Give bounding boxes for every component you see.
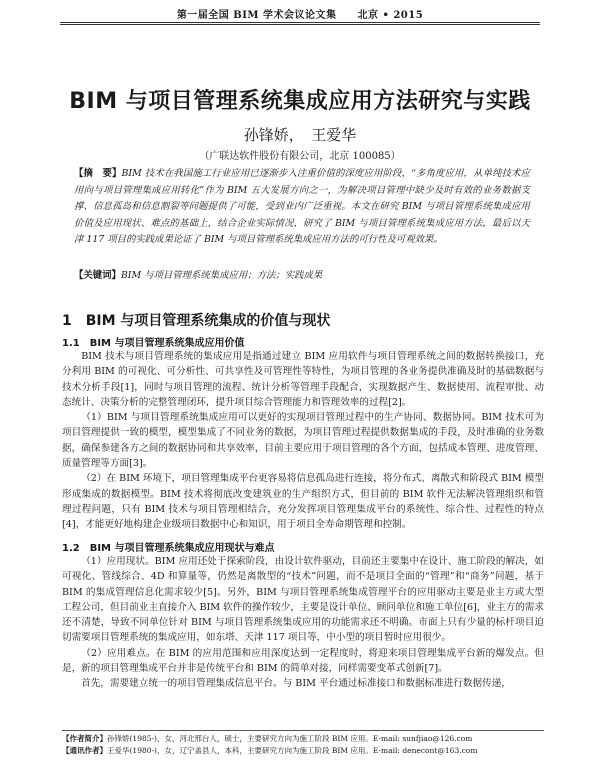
footnote-label: 【作者简介】 xyxy=(62,734,107,743)
paper-affiliation: （广联达软件股份有限公司，北京 100085） xyxy=(199,151,401,162)
abstract-text: BIM 技术在我国施工行业应用已逐渐步入注重价值的深度应用阶段，“多角度应用，从单纯技术应用向与项目管理集成应用转化”作为 BIM 五大发展方向之一，为解决项目管理中缺少及时有效的业务数据支撑、信息孤岛和信息割裂等问题提供了可能，受到业内广泛重视。本文在研究 BIM 与项目管理系统集成应用价值及应用现状、难点的基础上，结合企业实际情况，研究了 BIM 与项目管理系统集成应用方法，最后以天津 117 项目的实践成果论证了 BIM 与项目管理系统集成应用方法的可行性及可观效果。 xyxy=(74,168,530,245)
paper-authors: 孙锋娇， 王爱华 xyxy=(243,126,357,144)
running-header: 第一届全国 BIM 学术会议论文集 北京 • 2015 xyxy=(176,10,424,21)
paragraph: （1）BIM 与项目管理系统集成应用可以更好的实现项目管理过程中的生产协同、数据协同。BIM 技术可为项目管理提供一致的模型，模型集成了不同业务的数据，为项目管理过程提供数据集成的手段，及时准确的业务数据，确保参建各方之间的数据协同和共享效率，目前主要应用于项目管理的各个方面，包括成本管理、进度管理、质量管理等方面[3]。 xyxy=(62,412,544,470)
abstract xyxy=(74,166,530,249)
paper-title: BIM 与项目管理系统集成应用方法研究与实践 xyxy=(69,89,531,114)
subsection-1-2-heading: 1.2 BIM 与项目管理系统集成应用现状与难点 xyxy=(62,543,275,554)
subsection-1-1-heading: 1.1 BIM 与项目管理系统集成应用价值 xyxy=(62,338,245,349)
paragraph: （1）应用现状。BIM 应用还处于探索阶段，由设计软件驱动，目前还主要集中在设计、施工阶段的解决，如可视化、管线综合、4D 和算量等，仍然是离散型的“技术”问题，而不是项目全面的“管理”和“商务”问题，基于 BIM 的集成管理信息化需求较少[5]。另外，BIM 与项目管理系统集成管理平台的应用驱动主要是业主方或大型工程公司，但目前业主直接介入 BIM 软件的操作较少，主要是设计单位、顾问单位和施工单位[6]，业主方的需求还不清楚，导致不同单位针对 BIM 与项目管理系统集成应用的功能需求还不明确。市面上只有少量的标杆项目迫切需要项目管理系统的集成应用，如东塔、天津 117 项目等，中小型的项目暂时应用很少。 xyxy=(62,556,544,644)
footnote-label: 【通讯作者】 xyxy=(62,746,107,755)
footnotes xyxy=(62,733,544,757)
subsection-1-2-body xyxy=(62,554,544,692)
footnote-text: 王爱华(1980-)，女，辽宁盖县人，本科，主要研究方向为施工阶段 BIM 应用。E-mail: denecont@163.com xyxy=(107,746,478,755)
paragraph: 首先，需要建立统一的项目管理集成信息平台。与 BIM 平台通过标准接口和数据标准进行数据传递， xyxy=(81,678,511,690)
section-1-heading: 1 BIM 与项目管理系统集成的价值与现状 xyxy=(62,313,331,329)
footnote-corresponding xyxy=(62,745,544,757)
keywords xyxy=(74,268,530,284)
footnote-text: 孙锋娇(1985-)，女，河北邢台人，硕士，主要研究方向为施工阶段 BIM 应用。E-mail: sunfjiao@126.com xyxy=(107,734,473,743)
paragraph: （2）在 BIM 环境下，项目管理集成平台更容易将信息孤岛进行连接，将分布式、离散式和阶段式 BIM 模型形成集成的数据模型。BIM 技术将彻底改变建筑业的生产组织方式，但目前的 BIM 软件无法解决管理组织和管理过程问题，只有 BIM 技术与项目管理相结合，充分发挥项目管理集成平台的系统性、综合性、过程性的特点[4]，才能更好地构建企业级项目数据中心和知识，用于项目全寿命期管理和控制。 xyxy=(62,473,544,531)
paragraph: （2）应用难点。在 BIM 的应用范围和应用深度达到一定程度时，将迎来项目管理集成平台新的爆发点。但是，新的项目管理集成平台并非是传统平台和 BIM 的简单对接，同样需要变革式创新[7]。 xyxy=(62,647,544,675)
abstract-label: 【摘 要】 xyxy=(74,168,122,179)
footnote-author xyxy=(62,733,544,745)
footnote-rule xyxy=(62,730,544,731)
header-rule-double xyxy=(60,24,540,25)
paragraph: BIM 技术与项目管理系统的集成应用是指通过建立 BIM 应用软件与项目管理系统之间的数据转换接口，充分利用 BIM 的可视化、可分析性、可共享性及可管理性等特性，为项目管理的各业务提供准确及时的基础数据与技术分析手段[1]，同时与项目管理的流程、统计分析等管理手段配合，实现数据产生、数据使用、流程审批、动态统计、决策分析的完整管理闭环，提升项目综合管理能力和管理效率的过程[2]。 xyxy=(62,351,544,408)
header-rule xyxy=(60,22,540,23)
subsection-1-1-body xyxy=(62,349,544,533)
keywords-text: BIM 与项目管理系统集成应用；方法；实践成果 xyxy=(120,270,323,281)
keywords-label: 【关键词】 xyxy=(74,270,121,281)
